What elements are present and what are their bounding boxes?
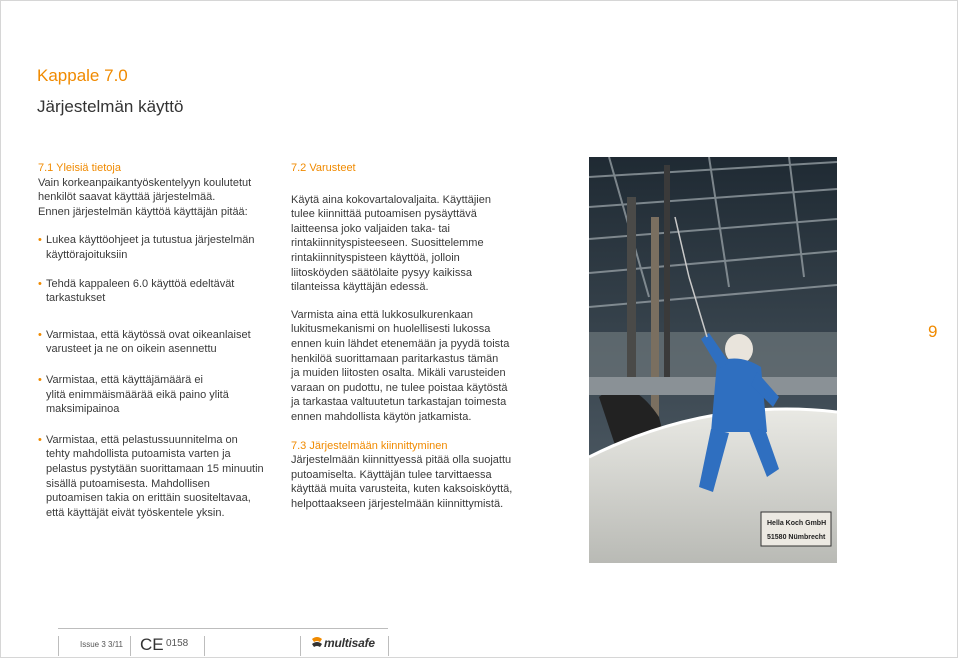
bullet-line: tehty mahdollista putoamista varten ja	[46, 448, 231, 461]
text-line: Varmista aina että lukkosulkurenkaan	[291, 308, 474, 321]
text-line: tulee kiinnittää putoamisen pysäyttävä	[291, 208, 477, 221]
attachment-paragraph	[291, 453, 523, 511]
text-line: Järjestelmään kiinnittyessä pitää olla suojattu	[291, 454, 512, 467]
bullet-line: putoamisen takia on erittäin suositeltavaa,	[46, 492, 251, 505]
bullet-line: Lukea käyttöohjeet ja tutustua järjestelmän	[46, 234, 255, 247]
sign-text-line1: Hella Koch GmbH	[767, 520, 827, 527]
bullet-line: että käyttäjät eivät työskentele yksin.	[46, 506, 225, 519]
bullet-line: maksimipainoa	[46, 403, 120, 416]
bullet-line: ylitä enimmäismäärää eikä paino ylitä	[46, 388, 229, 401]
bullet-item	[38, 433, 268, 521]
bullet-line: Varmistaa, että käytössä ovat oikeanlaiset	[46, 328, 251, 341]
bullet-item	[38, 373, 268, 417]
section-heading-7-2: 7.2 Varusteet	[291, 162, 356, 174]
bullet-marker: •	[38, 328, 42, 341]
footer-divider	[58, 636, 59, 656]
intro-line: Ennen järjestelmän käyttöä käyttäjän pitää:	[38, 205, 248, 218]
footer-divider	[130, 636, 131, 656]
left-column	[38, 161, 268, 520]
sign-text-line2: 51580 Nümbrecht	[767, 534, 826, 541]
worker-photo-illustration	[589, 157, 837, 563]
bullet-marker: •	[38, 234, 42, 247]
text-line: henkilöä suorittamaan paritarkastus tämän	[291, 352, 499, 365]
text-line: käyttää muita varusteita, kuten kaksoisköyttä,	[291, 483, 513, 496]
section-heading-7-1: 7.1 Yleisiä tietoja	[38, 162, 121, 174]
text-line: putoamiselta. Käyttäjän tulee tarvittaessa	[291, 468, 492, 481]
bullet-line: tarkastukset	[46, 292, 106, 305]
worker-photo	[589, 157, 837, 563]
text-line: helpottaakseen järjestelmään kiinnittymistä.	[291, 497, 504, 510]
intro-line: Vain korkeanpaikantyöskentelyyn koulutetut	[38, 176, 252, 189]
right-column	[291, 161, 523, 511]
bullet-marker: •	[38, 433, 42, 446]
text-line: ja muiden liitosten osalta. Mikäli varusteiden	[291, 367, 506, 380]
multisafe-logo-icon	[310, 635, 324, 656]
bullet-line: Varmistaa, että pelastussuunnitelma on	[46, 433, 238, 446]
bullet-item	[38, 277, 268, 306]
footer-divider	[388, 636, 389, 656]
text-line: tilanteissa käyttäjän edessä.	[291, 281, 429, 294]
text-line: rintakiinnityspisteen käyttöä, jolloin	[291, 251, 460, 264]
ce-number: 0158	[166, 638, 189, 649]
text-line: laitteensa joko valjaiden taka- tai	[291, 222, 450, 235]
text-line: liitosköyden säätölaite pysyy kaikissa	[291, 266, 472, 279]
chapter-number: Kappale 7.0	[37, 66, 128, 85]
section-heading-7-3: 7.3 Järjestelmään kiinnittyminen	[291, 439, 448, 452]
bullet-line: käyttörajoituksiin	[46, 248, 128, 261]
text-line: Käytä aina kokovartalovaljaita. Käyttäjien	[291, 193, 491, 206]
bullet-line: Varmistaa, että käyttäjämäärä ei	[46, 373, 203, 386]
bullet-marker: •	[38, 277, 42, 290]
text-line: lukitusmekanismi on huolellisesti lukossa	[291, 323, 491, 336]
bullet-line: sisällä putoamisesta. Mahdollisen	[46, 477, 210, 490]
footer-divider	[300, 636, 301, 656]
karabiner-paragraph	[291, 308, 523, 425]
bullet-line: varusteet ja ne on oikein asennettu	[46, 343, 217, 356]
svg-text:CE: CE	[140, 635, 164, 653]
intro-line: henkilöt saavat käyttää järjestelmää.	[38, 191, 216, 204]
text-line: ennen mahdollista käytön jatkamista.	[291, 410, 472, 423]
bullet-line: Tehdä kappaleen 6.0 käyttöä edeltävät	[46, 277, 235, 290]
ce-mark-icon	[140, 635, 164, 658]
issue-label: Issue 3 3/11	[80, 640, 123, 649]
page-number: 9	[928, 322, 938, 341]
bullet-line: pelastus pystytään suorittamaan 15 minuutin	[46, 462, 264, 475]
bullet-marker: •	[38, 373, 42, 386]
text-line: ja tarkastaa valtuutetun tarkastajan toimesta	[291, 396, 507, 409]
footer-divider	[204, 636, 205, 656]
bullet-item	[38, 233, 268, 262]
chapter-title: Järjestelmän käyttö	[37, 97, 184, 116]
text-line: rintakiinnityspisteeseen. Suosittelemme	[291, 237, 484, 250]
equipment-paragraph	[291, 193, 523, 295]
bullet-item	[38, 328, 268, 357]
text-line: varaan on pudottu, ne tulee poistaa käytöstä	[291, 381, 508, 394]
brand-name: multisafe	[324, 636, 375, 650]
footer-rule	[58, 628, 388, 629]
text-line: ennen kuin lähdet etenemään ja pyydä toista	[291, 337, 510, 350]
